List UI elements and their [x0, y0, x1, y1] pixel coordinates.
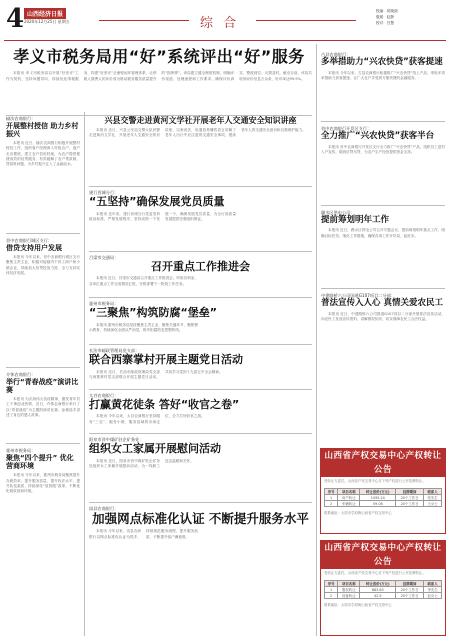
masthead-rule	[4, 40, 446, 41]
divider	[89, 251, 312, 252]
article-kicker: 阳泉市晋中煤矿驻企矿务处：	[89, 437, 144, 443]
table-cell: 赵女士	[424, 593, 442, 599]
table-header: 序号	[325, 489, 338, 495]
table-header: 转让底价(万元)	[360, 489, 396, 495]
article-kicker: 介休农商银行：	[6, 372, 36, 378]
table-cell: 车辆转让	[338, 501, 360, 507]
divider	[321, 288, 445, 289]
article-headline[interactable]: 借贷支持用户发展	[6, 244, 62, 253]
article-headline[interactable]: 兴县交警走进黄河文学社开展老年人交通安全知识讲座	[104, 116, 297, 125]
article-headline[interactable]: 召开重点工作推进会	[151, 259, 250, 273]
article-headline[interactable]: 举行“青春战疫”演讲比赛	[6, 378, 79, 395]
column-divider	[84, 112, 85, 636]
divider	[6, 233, 80, 234]
table-cell: 20个工作日	[396, 587, 424, 593]
section-rule-right	[256, 20, 356, 21]
article-body: 本报讯 今年以来，太谷农商银行坚持服务“三农”、服务小微、服务县域的市场定位，全力打好收官之战。	[89, 414, 205, 424]
article-body: 本报讯 近日，中建路桥六公司国道G107项目二分部开展普法宣传活动，向农民工发放宣传资料，讲解维权知识，切实保障农民工合法权益。	[321, 312, 445, 322]
lead-headline[interactable]: 孝义市税务局用“好”系统评出“好”服务	[13, 47, 305, 66]
article-body: 本报讯 今年以来，岚县农商银行以网点标准化认证为抓手，持续规范服务流程，提升服务品质，不断提升客户满意度。	[89, 529, 198, 539]
article-body: 本报讯 霍州市税务局坚持聚焦主责主业、聚焦关键环节、聚焦警示教育，持续深化全面从严治党，筑牢拒腐防变思想防线。	[89, 323, 198, 333]
article-body: 本报讯 近年来，建行晋城分行党委坚持政治标准，严格发展程序，坚持成熟一个发展一个，确保发展党员质量，为全行高质量发展提供坚强组织保证。	[89, 211, 236, 222]
article	[6, 238, 80, 363]
transfer-notice-ad	[320, 448, 446, 534]
article-headline[interactable]: 组织女工家属开展慰问活动	[89, 442, 221, 456]
article-kicker: 长治市邮政管理局党支部：	[89, 348, 140, 354]
article-kicker: 太谷农商银行：	[89, 392, 119, 398]
article-headline[interactable]: 普法宣传入人心 真情关爱农民工	[321, 298, 443, 309]
ad-table	[324, 580, 442, 599]
article-body: 本报讯 为弘扬伟大抗疫精神，激发青年员工干事创业热情，近日，介休农商银行举行了以“青春战疫”为主题的演讲比赛，参赛选手讲述了身边的感人故事。	[6, 397, 80, 417]
divider	[89, 389, 312, 390]
article-headline[interactable]: 打赢黄花徒条 答好“收官之卷”	[89, 397, 240, 411]
article-kicker: 霍州市税务局：	[6, 448, 36, 454]
article	[6, 116, 80, 229]
issue-date: 2020年12月25日 星期五	[24, 19, 70, 24]
table-cell: 20个工作日	[396, 501, 424, 507]
table-row	[325, 501, 442, 507]
article	[321, 293, 445, 384]
article-kicker: 霍州市税务局：	[89, 301, 119, 307]
table-cell: 20个工作日	[396, 593, 424, 599]
article-kicker: 吕梁市交通局：	[89, 254, 119, 260]
left-column	[6, 116, 80, 623]
center-column	[89, 116, 312, 567]
article-headline[interactable]: 聚焦“四个提升” 优化营商环境	[6, 454, 74, 471]
table-cell: 股权转让	[338, 587, 360, 593]
lead-body: 本报讯 孝义市税务局以开展“好差评”工作为契机，坚持问题导向，持续优化纳税服务，构建“好差评”全流程闭环管理体系，让纳税人缴费人的评价成为推动税务服务质量提升的“指挥棒”。该局建立健全制度机制，明确评价渠道、处理流程和工作要求，确保评价真实、整改到位、反馈及时。截至目前，该局共收到评价信息万余条，好评率达99.9%。	[6, 71, 312, 81]
table-cell: 42.5	[360, 593, 396, 599]
article-body: 本报讯 近日，踢水区供电公司召开专题会议，提前谋划明年重点工作，明确目标任务，细化工作措施，确保各项工作开好局、起好步。	[321, 228, 445, 238]
table-header: 挂牌期间	[396, 489, 424, 495]
article-kicker: 晋中农商银行城区支行：	[6, 238, 53, 244]
divider	[321, 121, 445, 122]
article	[89, 301, 312, 341]
article-headline[interactable]: 提前筹划明年工作	[321, 214, 390, 225]
table-cell: 2	[325, 593, 338, 599]
divider	[89, 297, 312, 298]
article-kicker: 古县农商银行：	[321, 52, 351, 57]
article-body: 本报讯 近日，榆次农商银行积极开展整村授信工作，组织客户经理深入村组农户，逐户走访摸底，建立农户信用档案，为农户提供便捷高效的信贷服务，有效破解了农户贷款难、贷款贵问题，为乡村振兴注入了金融活水。	[6, 141, 80, 166]
section-rule-left	[99, 20, 189, 21]
divider	[89, 186, 312, 187]
article	[89, 437, 312, 499]
table-cell: 房产转让	[338, 495, 360, 501]
article-body: 本报讯 近日，吕梁市交通局召开重点工作推进会，听取各科室、各单位重点工作完成情况汇报，安排部署下一阶段工作任务。	[89, 276, 198, 286]
article	[321, 126, 445, 201]
page-number: 4	[6, 4, 25, 34]
article	[89, 348, 312, 386]
article	[89, 255, 312, 295]
article	[89, 116, 312, 183]
article-body: 本报讯 近日，兴县公安局交警大队民警走进黄河文学社，开展老年人交通安全知识讲座，以案说法，用通俗易懂的语言讲解了老年人出行中应注意的交通安全事项，提高老年人的交通安全意识和自我保护能力。	[89, 128, 306, 138]
article-body: 本报讯 晋中农商银行开发区支行全力推广“兴农快贷”产品，组织员工进村入户宣传，做到应贷尽贷，为农户生产经营提供资金支持。	[321, 144, 445, 154]
table-cell: 王女士	[424, 501, 442, 507]
column-divider	[316, 44, 317, 636]
editor-line: 校编：侯晓丽	[376, 9, 398, 13]
table-header: 挂牌期间	[396, 581, 424, 587]
article-body: 本报讯 今年以来，晋中农商银行城区支行聚焦主责主业，积极对接辖内个体工商户和小微企业，持续加大信贷投放力度，全力支持实体经济发展。	[6, 255, 80, 275]
table-cell: 20个工作日	[396, 495, 424, 501]
article-headline[interactable]: 多举措助力“兴农快贷”获客提速	[321, 57, 443, 67]
article	[89, 393, 312, 431]
divider	[6, 367, 80, 368]
divider	[89, 502, 312, 503]
section-name: 综 合	[200, 16, 240, 31]
ad-intro: 受转让方委托，山西省产权交易中心对下列产权进行公开挂牌转让。	[324, 479, 426, 483]
table-header: 联系人	[424, 581, 442, 587]
table-header: 转让底价(万元)	[360, 581, 396, 587]
article-headline[interactable]: “三聚焦”构筑防腐“堡垒”	[89, 306, 217, 320]
article	[321, 210, 445, 285]
editor-line: 版面：赵静	[376, 15, 394, 19]
table-cell: 2	[325, 501, 338, 507]
article	[6, 372, 80, 439]
divider	[89, 433, 312, 434]
transfer-notice-ad	[320, 540, 446, 636]
article	[321, 52, 445, 117]
ad-title: 山西省产权交易中心产权转让公告	[321, 449, 445, 477]
article-headline[interactable]: 加强网点标准化认证 不断提升服务水平	[92, 511, 309, 527]
editor-line: 校对：吕慧	[376, 21, 394, 25]
article-body: 本报讯 近日，长治市邮政管理局党支部与西寨掌村党支部联合开展主题党日活动，共同学习党的十九届五中全会精神。	[89, 369, 223, 379]
article-body: 本报讯 近日，阳泉市晋中煤矿驻企矿务处组织女工家属开展慰问活动，为一线职工送去温暖和关怀。	[89, 459, 194, 469]
article	[6, 448, 80, 623]
article	[89, 506, 312, 567]
table-cell: 1095.24	[360, 495, 396, 501]
table-cell: 张先生	[424, 495, 442, 501]
lead-article	[6, 48, 312, 116]
article-kicker: 中建路桥六公司国道G107项目二分部：	[321, 293, 396, 299]
table-cell: 1	[325, 587, 338, 593]
table-cell: 883.63	[360, 587, 396, 593]
article-kicker: 建行晋城分行：	[89, 190, 119, 196]
article	[89, 190, 312, 248]
masthead	[4, 4, 446, 42]
article-headline[interactable]: 开展整村授信 助力乡村振兴	[6, 122, 79, 139]
table-cell: 设备转让	[338, 593, 360, 599]
article-kicker: 晋中农商银行开发区支行：	[321, 125, 372, 131]
article-headline[interactable]: 联合西寨掌村开展主题党日活动	[89, 353, 243, 367]
article-headline[interactable]: 全力推广“兴农快贷”获客半台	[321, 130, 435, 141]
ad-table	[324, 488, 442, 507]
editor-info	[376, 8, 398, 26]
ad-intro: 受转让方委托，山西省产权交易中心对下列产权进行公开挂牌转让。	[324, 571, 426, 575]
table-cell: 59.08	[360, 501, 396, 507]
ad-footer: 联系地址：太原市学府街山西省产权交易中心	[324, 603, 392, 607]
divider	[321, 205, 445, 206]
ad-title: 山西省产权交易中心产权转让公告	[321, 541, 445, 569]
table-row	[325, 593, 442, 599]
divider	[89, 344, 312, 345]
ad-footer: 联系地址：太原市学府街山西省产权交易中心	[324, 511, 392, 515]
table-header: 项目名称	[338, 581, 360, 587]
table-cell: 1	[325, 495, 338, 501]
article-kicker: 榆次农商银行：	[6, 116, 36, 121]
divider	[6, 443, 80, 444]
right-column	[321, 52, 445, 384]
table-header: 序号	[325, 581, 338, 587]
table-header: 项目名称	[338, 489, 360, 495]
table-header: 联系人	[424, 489, 442, 495]
article-headline[interactable]: “五坚持”确保发展党员质量	[89, 195, 225, 209]
paper-name: 山西经济日报	[24, 8, 66, 19]
article-kicker: 踢水区供电公司：	[321, 209, 355, 215]
article-kicker: 岚县农商银行：	[89, 506, 119, 512]
article-body: 本报讯 今年以来，霍州市税务局聚焦提升办税效率、提升服务质量、提升执法水平、提升队伍素质，持续深化“放管服”改革，不断优化税收营商环境。	[6, 473, 80, 493]
table-cell: 李先生	[424, 587, 442, 593]
article-body: 本报讯 今年以来，古县农商银行积极推广“兴农快贷”线上产品，采取多项举措助力获客提速，让广大农户享受到方便快捷的金融服务。	[321, 70, 445, 80]
